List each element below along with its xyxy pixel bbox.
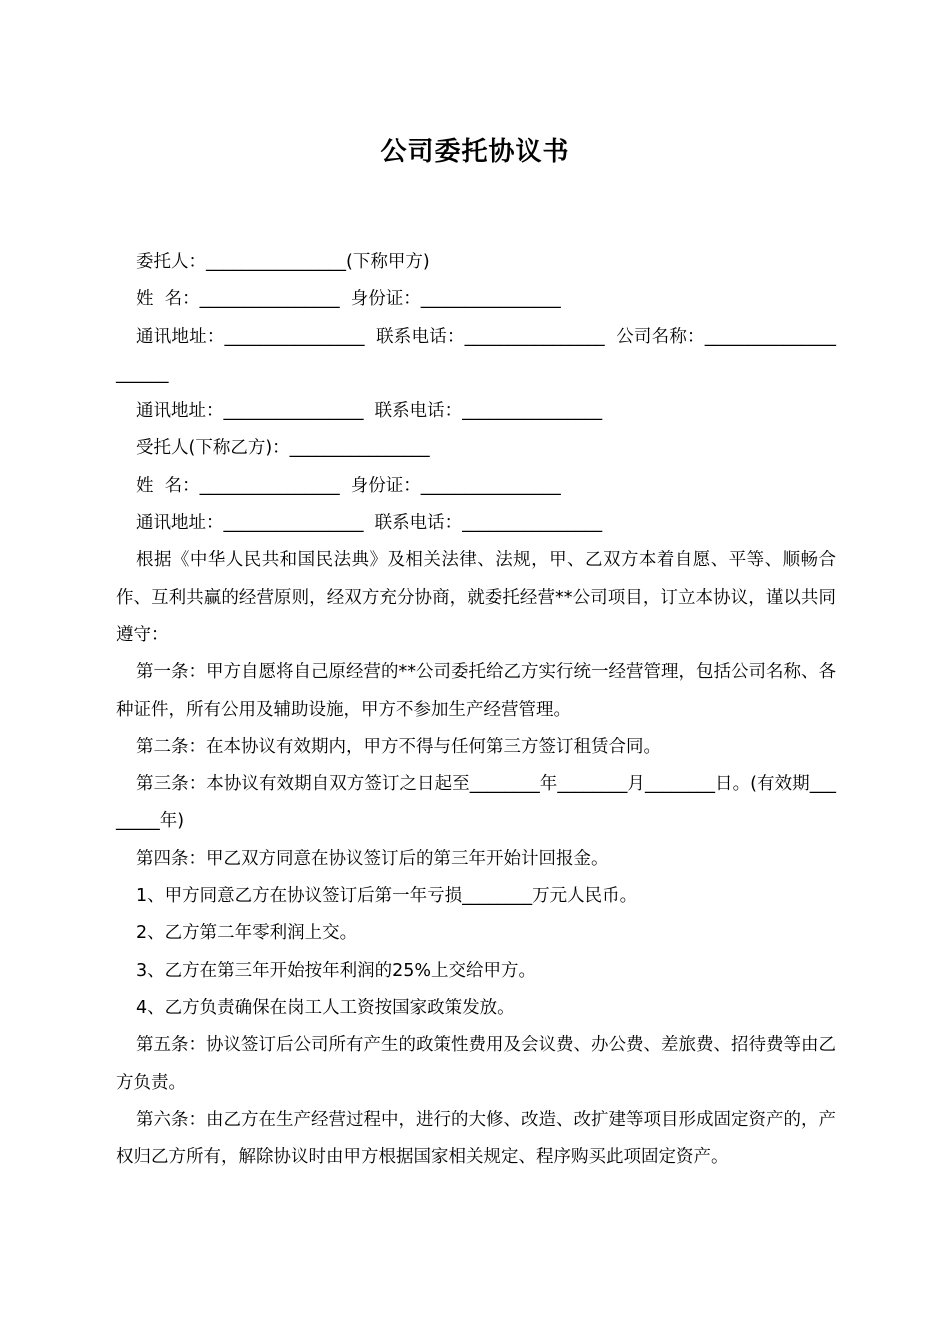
preamble-paragraph: 根据《中华人民共和国民法典》及相关法律、法规，甲、乙双方本着自愿、平等、顺畅合作、互利共赢的经营原则，经双方充分协商，就委托经营**公司项目，订立本协议，谨以共同遵守： xyxy=(116,550,836,645)
document-title: 公司委托协议书 xyxy=(380,137,570,167)
party-b-line: 受托人(下称乙方)：________________ xyxy=(136,438,430,459)
party-a-name-id-line: 姓 名：________________ 身份证：________________ xyxy=(136,289,561,310)
party-b-address-phone-line: 通讯地址：________________ 联系电话：________________ xyxy=(136,513,603,534)
article-2: 第二条：在本协议有效期内，甲方不得与任何第三方签订租赁合同。 xyxy=(136,736,661,757)
party-a-address-phone-company-line: 通讯地址：________________ 联系电话：________________ 公司名称：_____________________ xyxy=(116,326,836,384)
party-b-name-id-line: 姓 名：________________ 身份证：________________ xyxy=(136,475,561,496)
article-6: 第六条：由乙方在生产经营过程中，进行的大修、改造、改扩建等项目形成固定资产的，产权归乙方所有，解除协议时由甲方根据国家相关规定、程序购买此项固定资产。 xyxy=(116,1109,836,1168)
article-1: 第一条：甲方自愿将自己原经营的**公司委托给乙方实行统一经营管理，包括公司名称、各种证件，所有公用及辅助设施，甲方不参加生产经营管理。 xyxy=(116,662,836,720)
article-3: 第三条：本协议有效期自双方签订之日起至________年________月________日。(有效期________年) xyxy=(116,774,836,832)
company-address-phone-line: 通讯地址：________________ 联系电话：________________ xyxy=(136,401,603,422)
article-4-item-2: 2、乙方第二年零利润上交。 xyxy=(136,923,358,944)
document-body xyxy=(116,244,836,1176)
article-4-item-4: 4、乙方负责确保在岗工人工资按国家政策发放。 xyxy=(136,997,515,1018)
party-a-line: 委托人：________________(下称甲方) xyxy=(136,252,430,272)
article-4-item-1: 1、甲方同意乙方在协议签订后第一年亏损________万元人民币。 xyxy=(136,886,638,907)
article-4: 第四条：甲乙双方同意在协议签订后的第三年开始计回报金。 xyxy=(136,848,609,869)
article-4-item-3: 3、乙方在第三年开始按年利润的25%上交给甲方。 xyxy=(136,960,537,981)
article-5: 第五条：协议签订后公司所有产生的政策性费用及会议费、办公费、差旅费、招待费等由乙方负责。 xyxy=(116,1035,836,1093)
